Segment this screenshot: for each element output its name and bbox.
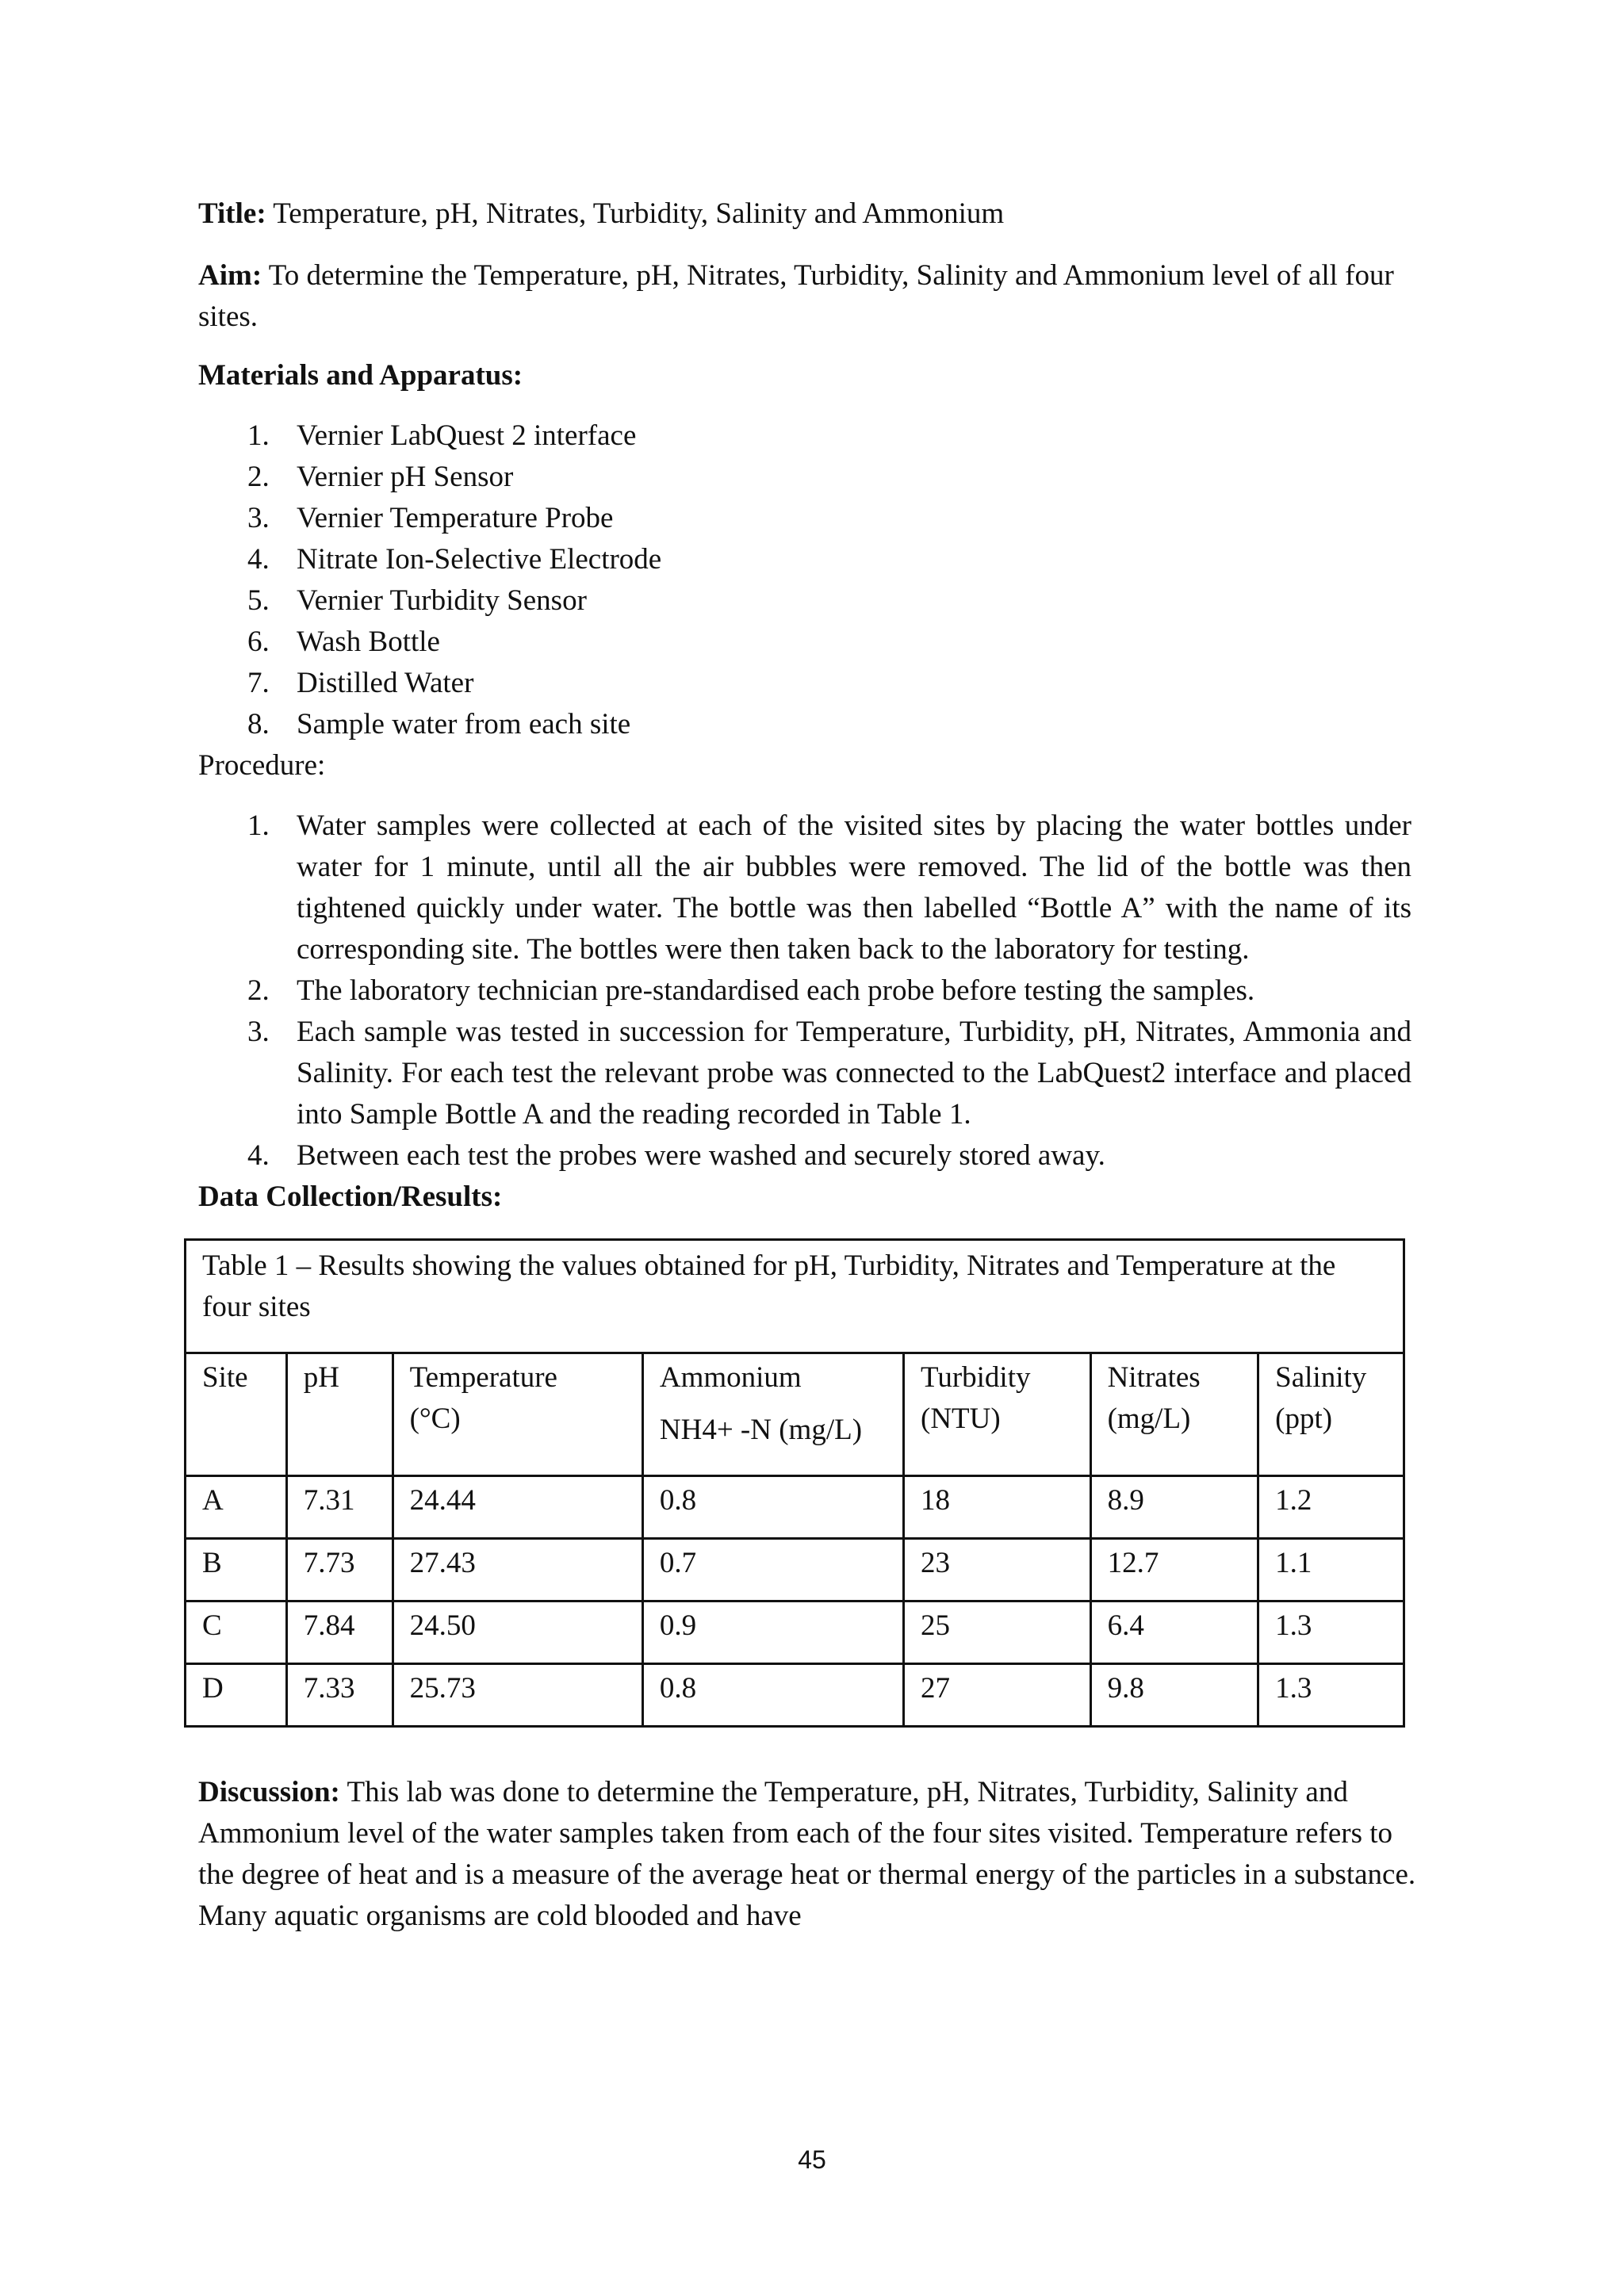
table-cell: 9.8: [1090, 1664, 1258, 1727]
table-cell: 0.8: [642, 1664, 903, 1727]
table-cell: 27.43: [393, 1539, 642, 1601]
list-item: 2. Vernier pH Sensor: [247, 461, 514, 493]
table-cell: C: [186, 1601, 287, 1664]
aim-label: Aim:: [198, 259, 262, 292]
data-collection-heading: Data Collection/Results:: [198, 1181, 503, 1213]
table-cell: 18: [904, 1476, 1091, 1539]
column-header: pH: [286, 1353, 393, 1476]
list-item: 3. Each sample was tested in succession for Temperature, Turbidity, pH, Nitrates, Ammonia and Salinity. For each test the relevant probe was connected to the LabQuest2 interface and placed into Sample Bottle A and the reading recorded in Table 1.: [247, 1016, 1411, 1131]
title-label: Title:: [198, 197, 266, 230]
document-page: [198, 193, 1419, 1937]
column-header: Temperature (°C): [393, 1353, 642, 1476]
table-cell: 7.73: [286, 1539, 393, 1601]
column-header: Nitrates (mg/L): [1090, 1353, 1258, 1476]
table-cell: A: [186, 1476, 287, 1539]
column-header: Salinity (ppt): [1258, 1353, 1404, 1476]
table-row: [186, 1539, 1404, 1601]
list-item: 8. Sample water from each site: [247, 708, 631, 740]
table-cell: 0.7: [642, 1539, 903, 1601]
list-item: 2. The laboratory technician pre-standardised each probe before testing the samples.: [247, 974, 1255, 1007]
list-item: 5. Vernier Turbidity Sensor: [247, 584, 587, 617]
procedure-list: [198, 806, 1419, 1177]
table-cell: 25.73: [393, 1664, 642, 1727]
title-text: Temperature, pH, Nitrates, Turbidity, Salinity and Ammonium: [266, 197, 1005, 230]
table-cell: 6.4: [1090, 1601, 1258, 1664]
table-cell: 1.3: [1258, 1664, 1404, 1727]
page-number: 45: [798, 2145, 826, 2174]
table-cell: 7.84: [286, 1601, 393, 1664]
title-line: [198, 193, 1419, 235]
table-cell: 1.1: [1258, 1539, 1404, 1601]
materials-heading: Materials and Apparatus:: [198, 359, 523, 392]
table-row: [186, 1476, 1404, 1539]
list-item: 1. Vernier LabQuest 2 interface: [247, 419, 637, 452]
table-cell: 12.7: [1090, 1539, 1258, 1601]
table-row: [186, 1664, 1404, 1727]
list-item: 7. Distilled Water: [247, 667, 474, 699]
list-item: 1. Water samples were collected at each of the visited sites by placing the water bottles under water for 1 minute, until all the air bubbles were removed. The lid of the bottle was then tightened quickly under water. The bottle was then labelled “Bottle A” with the name of its corresponding site. The bottles were then taken back to the laboratory for testing.: [247, 809, 1411, 966]
table-cell: 25: [904, 1601, 1091, 1664]
list-item: 4. Between each test the probes were washed and securely stored away.: [247, 1139, 1105, 1172]
results-table: [184, 1238, 1405, 1728]
aim-paragraph: [198, 255, 1419, 338]
table-caption-row: [186, 1240, 1404, 1353]
aim-text: To determine the Temperature, pH, Nitrates, Turbidity, Salinity and Ammonium level of all four sites.: [198, 259, 1394, 333]
table-header-row: [186, 1353, 1404, 1476]
table-row: [186, 1601, 1404, 1664]
table-cell: D: [186, 1664, 287, 1727]
table-cell: 23: [904, 1539, 1091, 1601]
table-cell: 8.9: [1090, 1476, 1258, 1539]
table-cell: 1.2: [1258, 1476, 1404, 1539]
discussion-paragraph: [198, 1772, 1419, 1937]
column-header: Ammonium NH4+ -N (mg/L): [642, 1353, 903, 1476]
table-cell: 27: [904, 1664, 1091, 1727]
table-cell: 7.33: [286, 1664, 393, 1727]
list-item: 6. Wash Bottle: [247, 626, 440, 658]
table-cell: B: [186, 1539, 287, 1601]
table-cell: 0.9: [642, 1601, 903, 1664]
materials-list: [198, 415, 1419, 745]
table-cell: 7.31: [286, 1476, 393, 1539]
table-caption: Table 1 – Results showing the values obtained for pH, Turbidity, Nitrates and Temperature at the four sites: [186, 1240, 1404, 1353]
column-header: Site: [186, 1353, 287, 1476]
list-item: 4. Nitrate Ion-Selective Electrode: [247, 543, 662, 576]
discussion-label: Discussion:: [198, 1776, 340, 1808]
list-item: 3. Vernier Temperature Probe: [247, 502, 614, 534]
discussion-text: This lab was done to determine the Temperature, pH, Nitrates, Turbidity, Salinity and Ammonium level of the water samples taken from each of the four sites visited. Temperature refers to the degree of heat and is a measure of the average heat or thermal energy of the particles in a substance. Many aquatic organisms are cold blooded and have: [198, 1776, 1416, 1932]
table-cell: 24.50: [393, 1601, 642, 1664]
table-cell: 24.44: [393, 1476, 642, 1539]
table-cell: 1.3: [1258, 1601, 1404, 1664]
procedure-heading: Procedure:: [198, 749, 326, 782]
column-header: Turbidity (NTU): [904, 1353, 1091, 1476]
table-cell: 0.8: [642, 1476, 903, 1539]
